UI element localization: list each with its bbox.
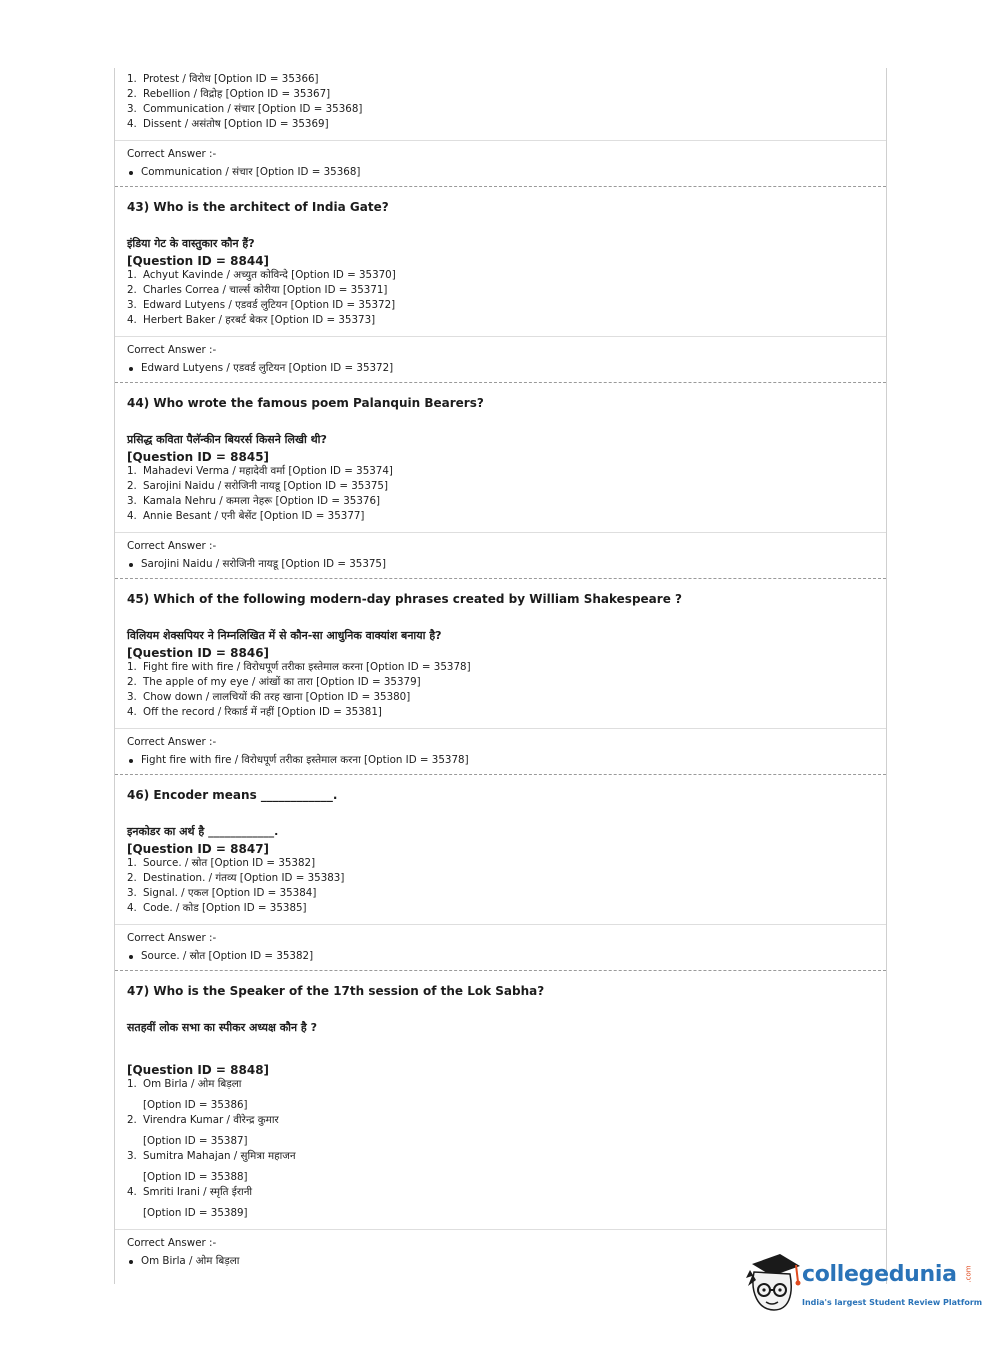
bullet-icon	[129, 1260, 133, 1264]
logo-tagline: India's largest Student Review Platform	[802, 1298, 983, 1307]
option-item: 2. Rebellion / विद्रोह [Option ID = 35367]	[127, 88, 331, 100]
bullet-icon	[129, 171, 133, 175]
option-item: 2. Sarojini Naidu / सरोजिनी नायडू [Option ID = 35375]	[127, 480, 388, 492]
option-item: 3. Chow down / लालचियों की तरह खाना [Option ID = 35380]	[127, 691, 411, 703]
bullet-icon	[129, 759, 133, 763]
question-divider	[115, 970, 886, 971]
divider	[115, 140, 886, 141]
mascot-icon	[744, 1252, 802, 1314]
question-44	[115, 396, 886, 579]
question-title: 46) Encoder means ____________.	[127, 788, 338, 802]
divider	[115, 1229, 886, 1230]
option-item: 2. Charles Correa / चार्ल्स कोरीया [Option ID = 35371]	[127, 284, 388, 296]
bullet-icon	[129, 367, 133, 371]
question-47	[115, 984, 886, 1269]
question-45	[115, 592, 886, 775]
correct-answer: Communication / संचार [Option ID = 35368]	[127, 165, 874, 180]
correct-answer: Om Birla / ओम बिड़ला	[127, 1254, 874, 1269]
option-item: 4. Annie Besant / एनी बेसेंट [Option ID = 35377]	[127, 510, 365, 522]
correct-answer-label: Correct Answer :-	[127, 736, 217, 748]
question-id: [Question ID = 8848]	[127, 1063, 270, 1077]
option-item: 1. Om Birla / ओम बिड़ला [Option ID = 35386]	[127, 1077, 874, 1113]
option-item: 4. Dissent / असंतोष [Option ID = 35369]	[127, 118, 329, 130]
option-item: 1. Fight fire with fire / विरोधपूर्ण तरीका इस्तेमाल करना [Option ID = 35378]	[127, 661, 471, 673]
question-hindi: इंडिया गेट के वास्तुकार कौन हैं?	[127, 237, 255, 250]
prev-question-options	[115, 72, 886, 132]
option-item: 2. Virendra Kumar / वीरेन्द्र कुमार [Option ID = 35387]	[127, 1113, 874, 1149]
option-item: 4. Off the record / रिकार्ड में नहीं [Option ID = 35381]	[127, 706, 382, 718]
option-id: [Option ID = 35389]	[143, 1207, 248, 1219]
correct-answer-label: Correct Answer :-	[127, 148, 217, 160]
question-hindi: प्रसिद्ध कविता पैलॅन्कीन बियरर्स किसने लिखी थी?	[127, 433, 327, 446]
divider	[115, 532, 886, 533]
option-item: 4. Smriti Irani / स्मृति ईरानी [Option ID = 35389]	[127, 1185, 874, 1221]
question-paper-page	[114, 68, 887, 1284]
correct-answer: Edward Lutyens / एडवर्ड लुटियन [Option ID = 35372]	[127, 361, 874, 376]
question-title: 44) Who wrote the famous poem Palanquin Bearers?	[127, 396, 484, 410]
correct-answer: Source. / स्रोत [Option ID = 35382]	[127, 949, 874, 964]
correct-answer-label: Correct Answer :-	[127, 540, 217, 552]
question-hindi: सतहवीं लोक सभा का स्पीकर अध्यक्ष कौन है ?	[127, 1021, 317, 1034]
option-id: [Option ID = 35386]	[143, 1099, 248, 1111]
question-46	[115, 788, 886, 971]
question-hindi: विलियम शेक्सपियर ने निम्नलिखित में से कौन-सा आधुनिक वाक्यांश बनाया है?	[127, 629, 442, 642]
option-item: 4. Herbert Baker / हरबर्ट बेकर [Option ID = 35373]	[127, 314, 376, 326]
correct-answer-label: Correct Answer :-	[127, 344, 217, 356]
collegedunia-logo[interactable]	[744, 1252, 983, 1320]
option-item: 1. Protest / विरोध [Option ID = 35366]	[127, 73, 319, 85]
question-divider	[115, 774, 886, 775]
question-title: 45) Which of the following modern-day phrases created by William Shakespeare ?	[127, 592, 682, 606]
divider	[115, 336, 886, 337]
option-item: 4. Code. / कोड [Option ID = 35385]	[127, 902, 307, 914]
divider	[115, 924, 886, 925]
option-id: [Option ID = 35388]	[143, 1171, 248, 1183]
logo-wordmark: collegedunia	[802, 1262, 957, 1287]
option-item: 3. Kamala Nehru / कमला नेहरू [Option ID = 35376]	[127, 495, 381, 507]
bullet-icon	[129, 563, 133, 567]
question-id: [Question ID = 8846]	[127, 646, 270, 660]
option-item: 2. The apple of my eye / आंखों का तारा [Option ID = 35379]	[127, 676, 421, 688]
option-item: 1. Achyut Kavinde / अच्युत कोविन्दे [Option ID = 35370]	[127, 269, 396, 281]
option-item: 3. Communication / संचार [Option ID = 35368]	[127, 103, 363, 115]
option-item: 3. Edward Lutyens / एडवर्ड लुटियन [Option ID = 35372]	[127, 299, 396, 311]
option-item: 2. Destination. / गंतव्य [Option ID = 35383]	[127, 872, 345, 884]
correct-answer-label: Correct Answer :-	[127, 932, 217, 944]
question-divider	[115, 578, 886, 579]
question-id: [Question ID = 8847]	[127, 842, 270, 856]
question-divider	[115, 382, 886, 383]
logo-suffix: .com	[964, 1265, 973, 1283]
question-id: [Question ID = 8844]	[127, 254, 270, 268]
question-divider	[115, 186, 886, 187]
question-hindi: इनकोडर का अर्थ है ____________.	[127, 825, 279, 838]
question-title: 43) Who is the architect of India Gate?	[127, 200, 389, 214]
divider	[115, 728, 886, 729]
bullet-icon	[129, 955, 133, 959]
question-title: 47) Who is the Speaker of the 17th session of the Lok Sabha?	[127, 984, 545, 998]
option-item: 3. Signal. / एकल [Option ID = 35384]	[127, 887, 317, 899]
correct-answer-label: Correct Answer :-	[127, 1237, 217, 1249]
option-item: 1. Source. / स्रोत [Option ID = 35382]	[127, 857, 316, 869]
question-43	[115, 200, 886, 383]
option-item: 3. Sumitra Mahajan / सुमित्रा महाजन [Option ID = 35388]	[127, 1149, 874, 1185]
question-id: [Question ID = 8845]	[127, 450, 270, 464]
option-item: 1. Mahadevi Verma / महादेवी वर्मा [Option ID = 35374]	[127, 465, 393, 477]
option-id: [Option ID = 35387]	[143, 1135, 248, 1147]
correct-answer: Sarojini Naidu / सरोजिनी नायडू [Option ID = 35375]	[127, 557, 874, 572]
correct-answer: Fight fire with fire / विरोधपूर्ण तरीका इस्तेमाल करना [Option ID = 35378]	[127, 753, 874, 768]
